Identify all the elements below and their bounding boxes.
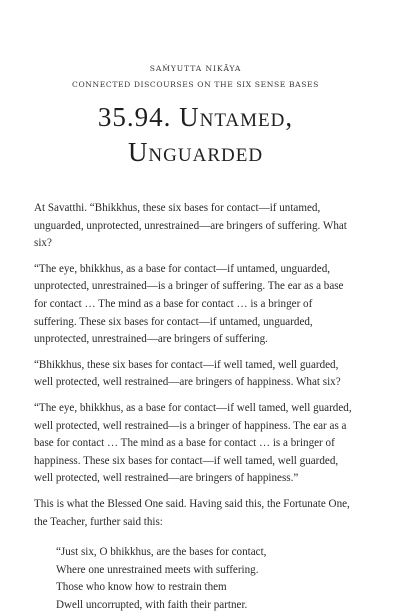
paragraph-2: “The eye, bhikkhus, as a base for contact—if untamed, unguarded, unprotected, unrestrained—is a bringer of suffering. The ear as a base for contact … The mind as a base for contact … is a bringer of suffering. These six bases for contact—if untamed, unguarded, unprotected, unrestrained—are bringers of suffering.: [34, 262, 344, 346]
verse-line-3: Those who know how to restrain them: [56, 581, 227, 594]
sutta-body: [34, 200, 357, 531]
verse-line-1: “Just six, O bhikkhus, are the bases for contact,: [56, 546, 267, 559]
sutta-title-line-1: 35.94. Untamed,: [97, 102, 294, 132]
verse: [56, 544, 357, 614]
sutta-title-line-2: Unguarded: [127, 137, 264, 167]
paragraph-1: At Savatthi. “Bhikkhus, these six bases for contact—if untamed, unguarded, unprotected, unrestrained—are bringers of suffering. What six?: [34, 202, 347, 250]
paragraph-4: “The eye, bhikkhus, as a base for contact—if well tamed, well guarded, well protected, well restrained—is a bringer of happiness. The ear as a base for contact … The mind as a base for contact … is a bringer of happiness. These six bases for contact—if well tamed, well guarded, well protected, well restrained—are bringers of happiness.”: [34, 401, 352, 485]
collection-name: SAṀYUTTA NIKĀYA: [149, 64, 242, 73]
paragraph-3: “Bhikkhus, these six bases for contact—if well tamed, well guarded, well protected, well restrained—are bringers of happiness. What six?: [34, 358, 341, 389]
verse-line-4: Dwell uncorrupted, with faith their partner.: [56, 598, 248, 611]
paragraph-5: This is what the Blessed One said. Having said this, the Fortunate One, the Teacher, further said this:: [34, 497, 350, 528]
sutta-title: [34, 100, 357, 170]
chapter-subtitle: CONNECTED DISCOURSES ON THE SIX SENSE BASES: [72, 80, 319, 89]
verse-line-2: Where one unrestrained meets with suffering.: [56, 563, 259, 576]
